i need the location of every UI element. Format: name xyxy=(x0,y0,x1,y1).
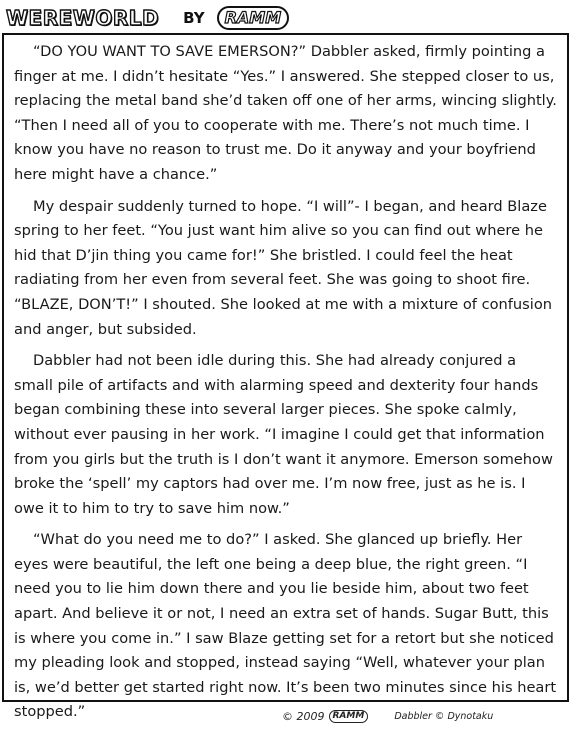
footer-credits xyxy=(282,710,493,723)
by-label: BY xyxy=(183,9,205,27)
paragraph-3: Dabbler had not been idle during this. She had already conjured a small pile of artifacts and with alarming speed and dexterity four hands began combining these into several larger pieces. She spoke calmly, without ever pausing in her work. “I imagine I could get that information from you girls but the truth is I don’t want it anymore. Emerson somehow broke the ‘spell’ my captors had over me. I’m now free, just as he is. I owe it to him to try to save him now.” xyxy=(14,352,553,517)
paragraph-4: “What do you need me to do?” I asked. She glanced up briefly. Her eyes were beautiful, the left one being a deep blue, the right green. “I need you to lie him down there and you lie beside him, about two feet apart. And believe it or not, I need an extra set of hands. Sugar Butt, this is where you come in.” I saw Blaze getting set for a retort but she noticed my pleading look and stopped, instead saying “Well, whatever your plan is, we’d better get started right now. It’s been two minutes since his heart stopped.” xyxy=(14,531,557,721)
character-credit: Dabbler © Dynotaku xyxy=(394,711,494,722)
paragraph-1: “DO YOU WANT TO SAVE EMERSON?” Dabbler asked, firmly pointing a finger at me. I didn’t hesitate “Yes.” I answered. She stepped closer to us, replacing the metal band she’d taken off one of her arms, wincing slightly. “Then I need all of you to cooperate with me. There’s not much time. I know you have no reason to trust me. Do it anyway and your boyfriend here might have a chance.” xyxy=(14,43,557,183)
author-logo: RAMM xyxy=(217,6,290,30)
paragraph-2: My despair suddenly turned to hope. “I will”- I began, and heard Blaze spring to her feet. “You just want him alive so you can find out where he hid that D’jin thing you came for!” She bristled. I could feel the heat radiating from her even from several feet. She was going to shoot fire. “BLAZE, DON’T!” I shouted. She looked at me with a mixture of confusion and anger, but subsided. xyxy=(14,197,553,338)
author-signature: RAMM xyxy=(329,710,369,723)
copyright-text: © 2009 xyxy=(282,710,325,723)
story-text xyxy=(14,40,559,732)
comic-title-logo: WEREWORLD xyxy=(6,6,160,30)
comic-header xyxy=(4,4,289,32)
